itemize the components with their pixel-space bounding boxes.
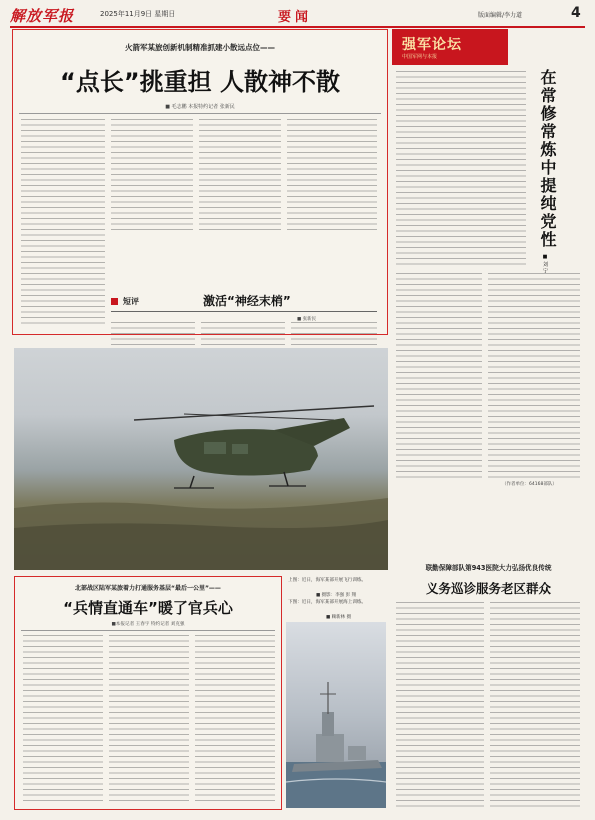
column-banner-title: 强军论坛 [402,37,462,53]
top-story[interactable] [12,29,388,335]
medical-story-body-2 [490,602,580,807]
top-story-body-col-4 [287,119,377,231]
helicopter-photo [14,348,388,570]
photo-caption-1: 上图：近日，海军某部开展飞行训练。 [288,578,367,583]
short-comment-tag-label: 短评 [123,297,139,306]
short-comment-byline: ■ 张新民 [297,317,317,322]
comment-marker-icon [111,298,118,305]
top-story-title: “点长”挑重担 人散神不散 [60,68,340,96]
warship-photo [286,622,386,808]
bottom-story-rule [21,630,275,631]
photo-credit-2: ■ 赖新林 摄 [326,615,352,620]
top-story-byline: ■ 毛志鹏 本报特约记者 张新民 [165,104,235,110]
medical-story[interactable] [392,562,585,812]
section-title: 要闻 [278,10,313,25]
short-comment-tag [111,295,171,309]
medical-story-kicker: 联勤保障部队第943医院大力弘扬优良传统 [425,564,552,572]
column-banner-subtitle: 中国军网与本报 [402,54,438,60]
bottom-story-body-2 [109,635,189,801]
warship-illustration [286,622,386,808]
short-comment-rule [111,311,377,312]
column-author: ■ 刘 宁 [542,254,548,274]
column-body-2 [396,273,482,481]
page-editor: 版面编辑/李力道 [478,12,523,19]
bottom-story-kicker: 北部战区陆军某旅着力打通服务基层“最后一公里”—— [75,585,221,592]
medical-story-title: 义务巡诊服务老区群众 [425,581,551,596]
medical-story-body-1 [396,602,484,807]
column-title: 在常修常炼中提纯党性 [538,69,557,249]
top-story-kicker: 火箭军某旅创新机制精准抓建小散远点位—— [125,43,275,52]
top-story-body-col-1 [21,119,105,324]
top-story-body-col-3 [199,119,281,231]
column-section[interactable] [392,29,585,559]
divider [19,113,381,114]
column-body-1 [396,71,526,266]
column-banner [392,29,508,65]
bottom-story-title: “兵情直通车”暖了官兵心 [63,599,233,617]
page-number: 4 [571,5,581,21]
bottom-story-body-1 [23,635,103,801]
photo-caption-2: 下图：近日，海军某部开展海上训练。 [288,600,367,605]
photo-credit-1: ■ 摄影：李强 彭 翔 [316,593,357,598]
column-body-3 [488,273,580,481]
newspaper-logo: 解放军报 [10,7,75,25]
helicopter-illustration [14,348,388,570]
short-comment-title: 激活“神经末梢” [203,294,291,308]
bottom-story-byline: ■本报记者 王春宇 特约记者 刘克强 [111,622,185,627]
bottom-story-body-3 [195,635,275,801]
top-story-body-col-2 [111,119,193,231]
bottom-story[interactable] [14,576,282,810]
masthead [10,4,585,28]
column-source: （作者单位：64168部队） [502,482,557,487]
issue-date: 2025年11月9日 星期日 [100,10,176,18]
photo-captions [286,576,386,620]
